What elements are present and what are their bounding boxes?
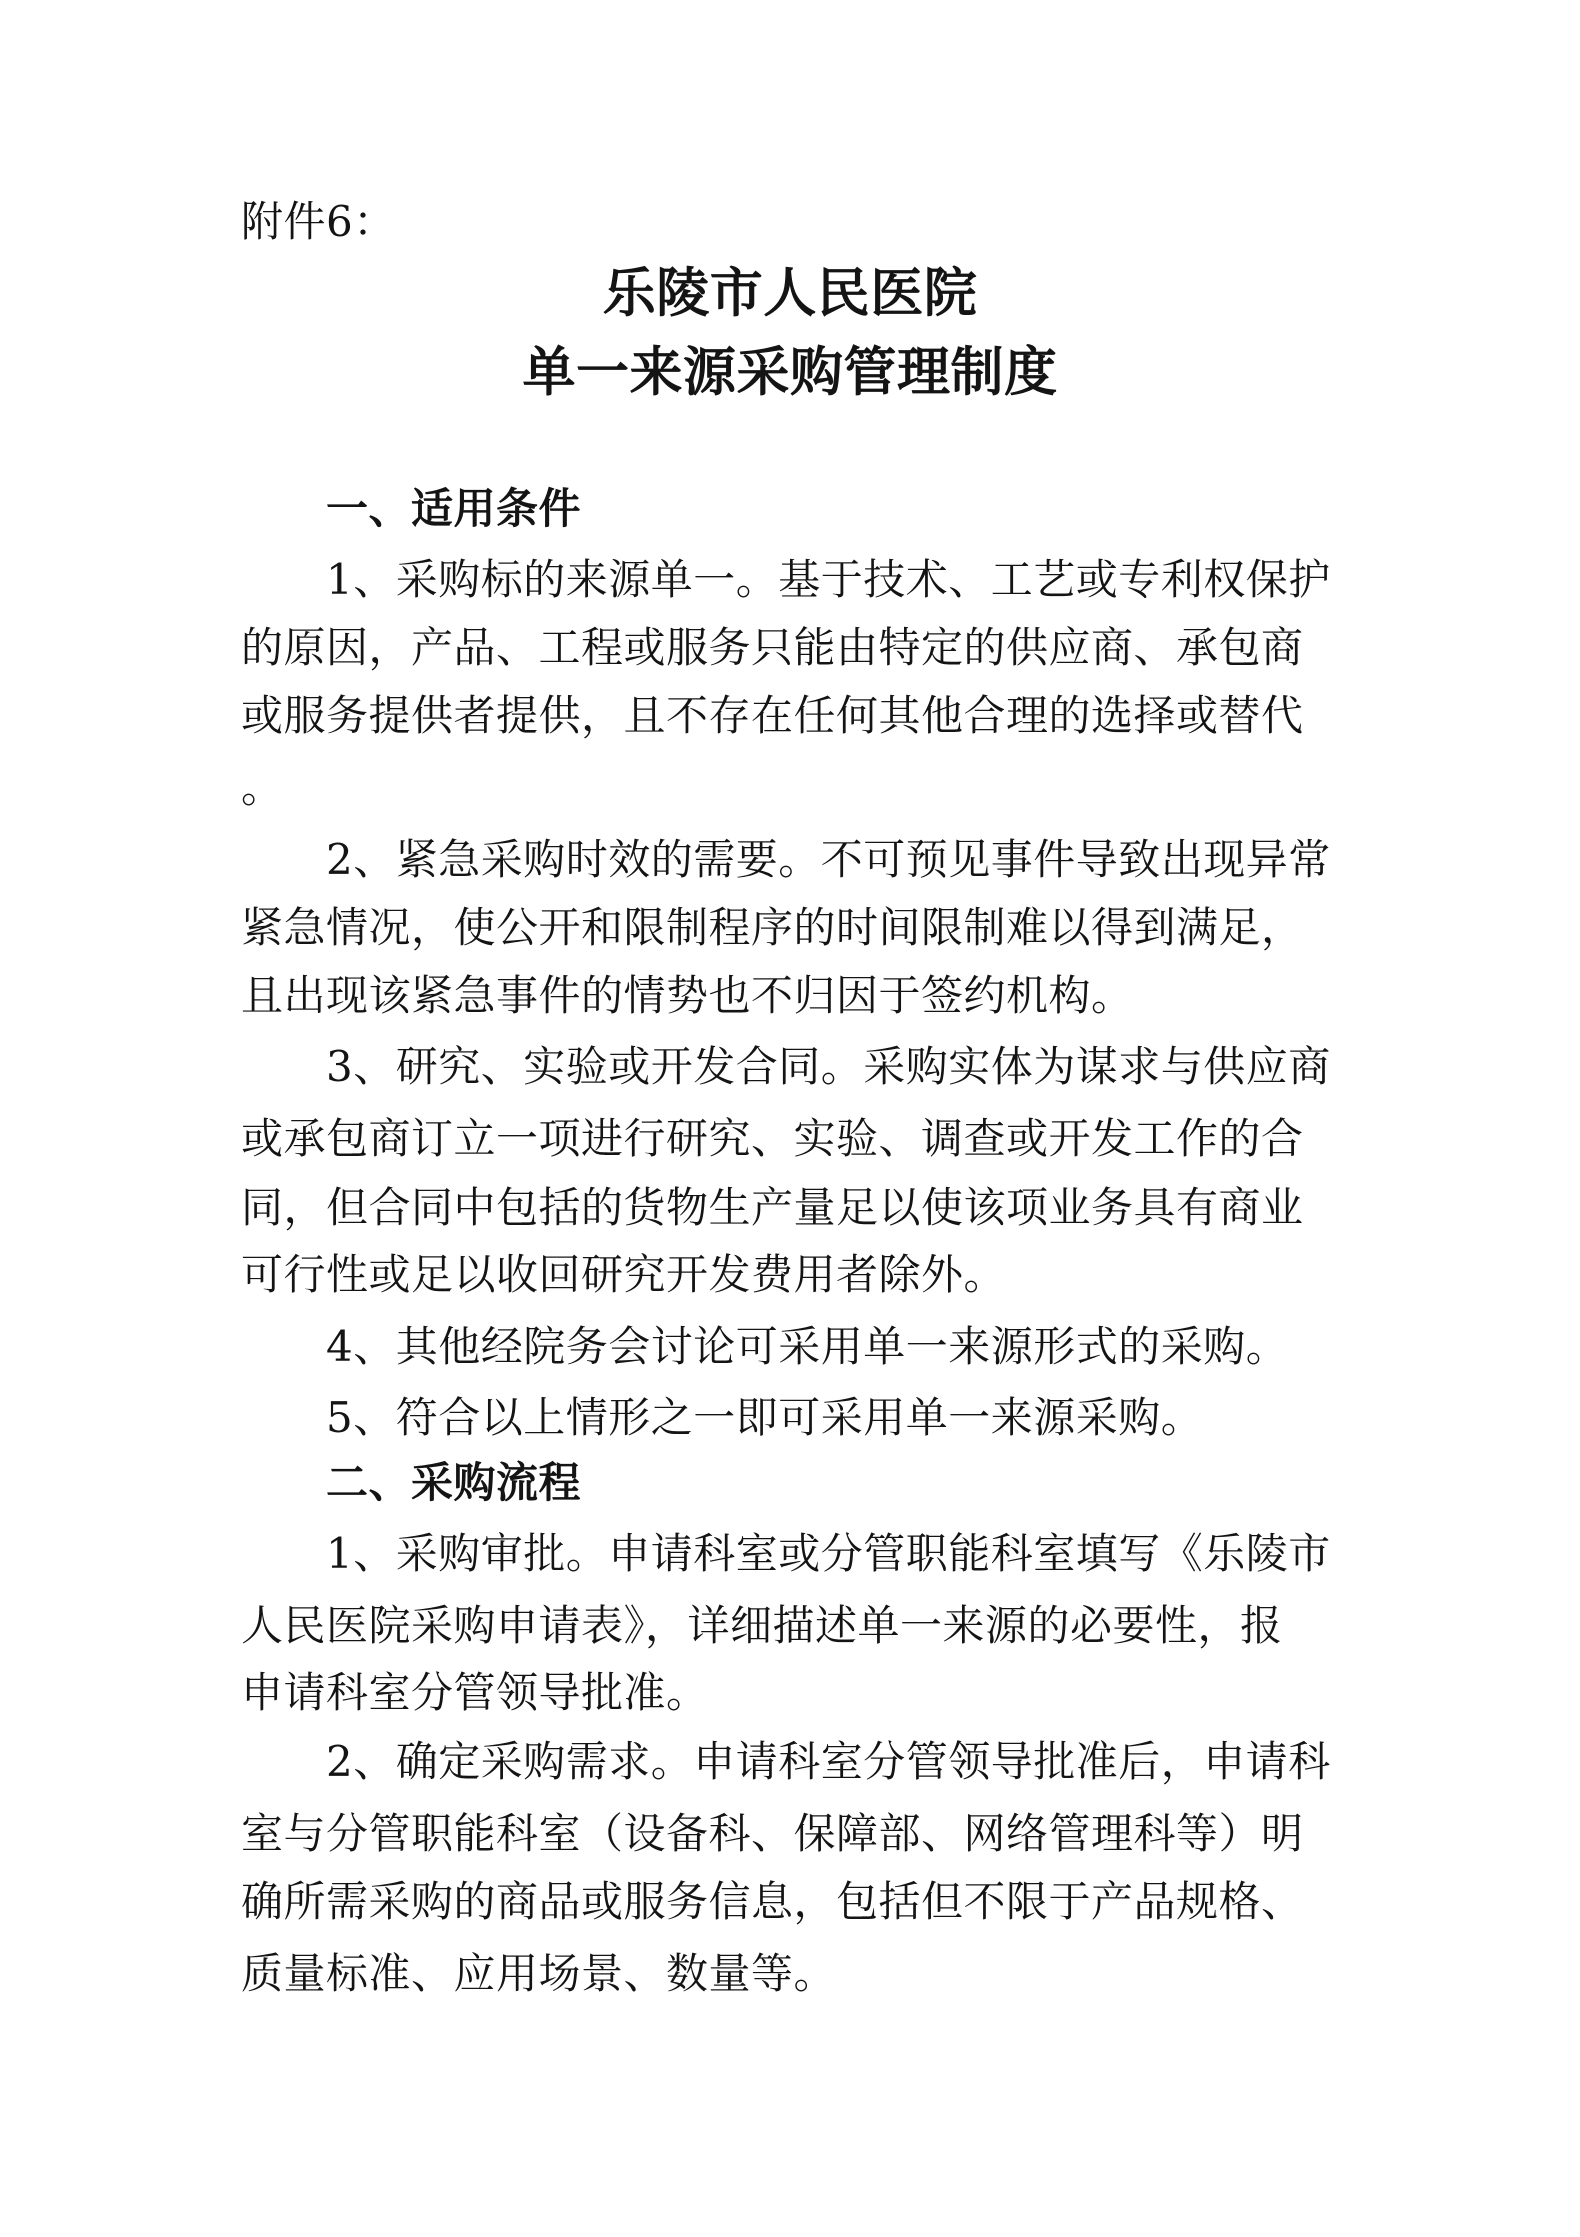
paragraph-line: 或承包商订立一项进行研究、实验、调查或开发工作的合 (241, 1114, 1304, 1163)
paragraph-line: 人民医院采购申请表》，详细描述单一来源的必要性，报 (241, 1601, 1283, 1650)
attachment-label: 附件6： (241, 197, 396, 246)
paragraph-line: 紧急情况，使公开和限制程序的时间限制难以得到满足， (241, 903, 1304, 952)
document-title-line-1: 乐陵市人民医院 (602, 262, 978, 324)
paragraph-line: 可行性或足以收回研究开发费用者除外。 (241, 1250, 1007, 1299)
paragraph-line: 的原因，产品、工程或服务只能由特定的供应商、承包商 (241, 623, 1304, 672)
paragraph-line: 2、紧急采购时效的需要。不可预见事件导致出现异常 (326, 835, 1331, 884)
paragraph-line: 申请科室分管领导批准。 (241, 1668, 709, 1717)
paragraph-line: 1、采购标的来源单一。基于技术、工艺或专利权保护 (326, 555, 1331, 604)
paragraph-line: 5、符合以上情形之一即可采用单一来源采购。 (326, 1393, 1204, 1442)
paragraph-line: 质量标准、应用场景、数量等。 (241, 1949, 837, 1998)
paragraph-line: 室与分管职能科室（设备科、保障部、网络管理科等）明 (241, 1809, 1304, 1858)
section-heading: 一、适用条件 (326, 484, 582, 533)
paragraph-line: 4、其他经院务会讨论可采用单一来源形式的采购。 (326, 1322, 1289, 1371)
paragraph-line: 。 (241, 763, 284, 812)
paragraph-line: 3、研究、实验或开发合同。采购实体为谋求与供应商 (326, 1042, 1331, 1091)
paragraph-line: 1、采购审批。申请科室或分管职能科室填写《乐陵市 (326, 1529, 1331, 1578)
paragraph-line: 2、确定采购需求。申请科室分管领导批准后，申请科 (326, 1737, 1331, 1786)
document-title-line-2: 单一来源采购管理制度 (522, 341, 1058, 403)
paragraph-line: 且出现该紧急事件的情势也不归因于签约机构。 (241, 971, 1134, 1020)
paragraph-line: 或服务提供者提供，且不存在任何其他合理的选择或替代 (241, 691, 1304, 740)
section-heading: 二、采购流程 (326, 1458, 582, 1507)
paragraph-line: 同，但合同中包括的货物生产量足以使该项业务具有商业 (241, 1183, 1304, 1232)
paragraph-line: 确所需采购的商品或服务信息，包括但不限于产品规格、 (241, 1877, 1304, 1926)
